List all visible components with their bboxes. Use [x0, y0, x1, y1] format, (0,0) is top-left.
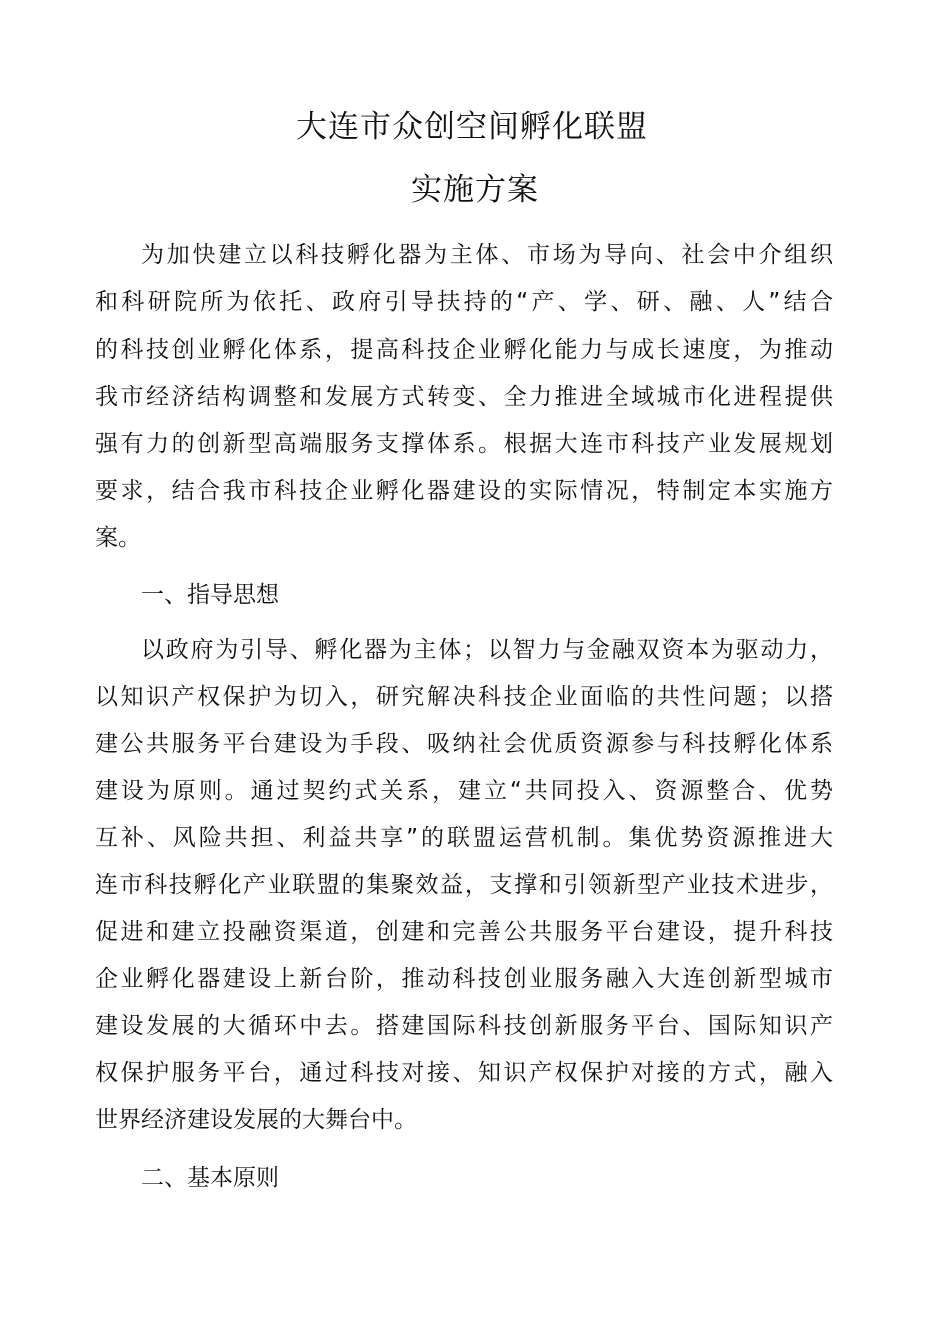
intro-line: 强有力的创新型高端服务支撑体系。根据大连市科技产业发展规划 [95, 431, 833, 457]
section-heading-basic-principles: 二、基本原则 [141, 1165, 279, 1191]
intro-line: 为加快建立以科技孵化器为主体、市场为导向、社会中介组织 [141, 242, 833, 268]
paragraph-line: 以政府为引导、孵化器为主体；以智力与金融双资本为驱动力， [141, 637, 833, 663]
paragraph-line: 企业孵化器建设上新台阶，推动科技创业服务融入大连创新型城市 [95, 966, 833, 992]
paragraph-line: 建设为原则。通过契约式关系，建立“共同投入、资源整合、优势 [95, 778, 833, 804]
paragraph-line: 世界经济建设发展的大舞台中。 [95, 1107, 417, 1133]
paragraph-line: 连市科技孵化产业联盟的集聚效益，支撑和引领新型产业技术进步， [95, 872, 833, 898]
document-title: 大连市众创空间孵化联盟 [296, 109, 648, 145]
intro-line: 案。 [95, 525, 141, 551]
intro-line: 要求，结合我市科技企业孵化器建设的实际情况，特制定本实施方 [95, 478, 833, 504]
section-heading-guiding-ideology: 一、指导思想 [141, 582, 279, 608]
paragraph-line: 权保护服务平台，通过科技对接、知识产权保护对接的方式，融入 [95, 1060, 833, 1086]
paragraph-line: 建公共服务平台建设为手段、吸纳社会优质资源参与科技孵化体系 [95, 731, 833, 757]
intro-line: 的科技创业孵化体系，提高科技企业孵化能力与成长速度，为推动 [95, 337, 833, 363]
paragraph-line: 互补、风险共担、利益共享”的联盟运营机制。集优势资源推进大 [95, 825, 833, 851]
paragraph-line: 以知识产权保护为切入，研究解决科技企业面临的共性问题；以搭 [95, 684, 833, 710]
intro-line: 我市经济结构调整和发展方式转变、全力推进全域城市化进程提供 [95, 384, 833, 410]
intro-line: 和科研院所为依托、政府引导扶持的“产、学、研、融、人”结合 [95, 289, 833, 315]
paragraph-line: 建设发展的大循环中去。搭建国际科技创新服务平台、国际知识产 [95, 1013, 833, 1039]
document-subtitle: 实施方案 [411, 172, 539, 208]
paragraph-line: 促进和建立投融资渠道，创建和完善公共服务平台建设，提升科技 [95, 919, 833, 945]
